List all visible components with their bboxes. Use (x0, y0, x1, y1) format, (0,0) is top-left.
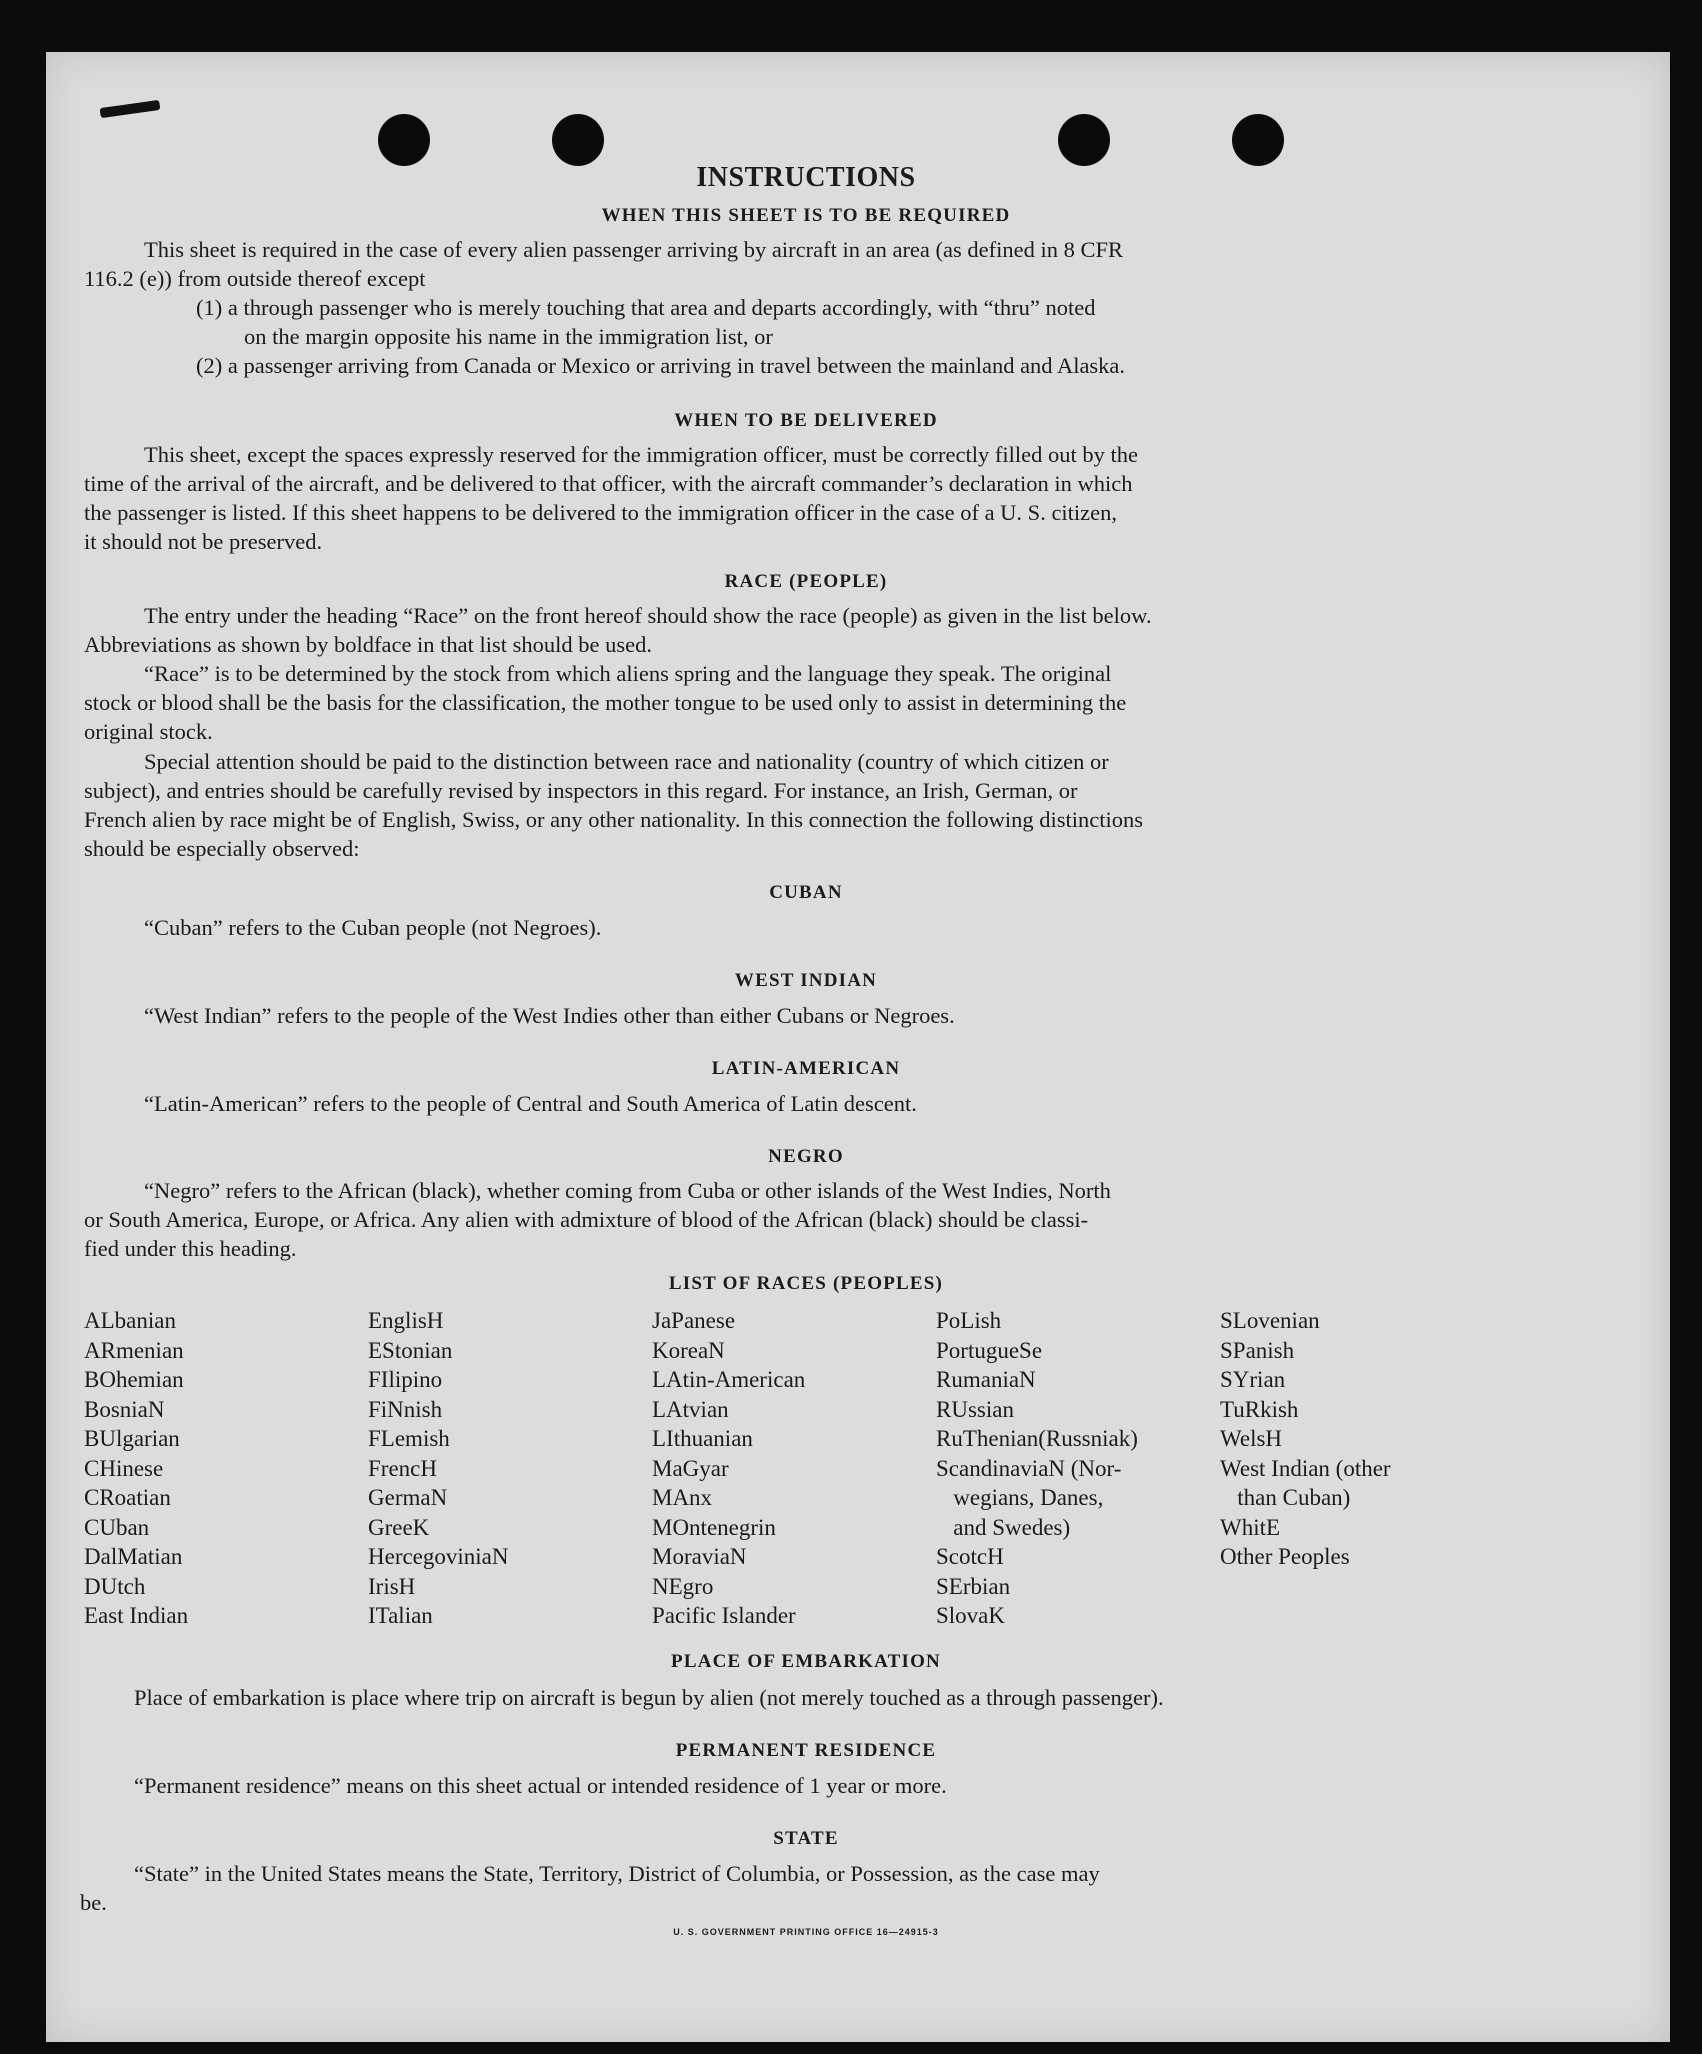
race-entry: DalMatian (84, 1544, 183, 1569)
race-entry: ITalian (368, 1603, 433, 1628)
section-heading-state: STATE (773, 1828, 839, 1849)
punch-hole (378, 114, 430, 166)
state-paragraph: “State” in the United States means the State, Territory, District of Columbia, or Possession, as the case may be. (80, 1861, 1100, 1915)
race-entry: JaPanese (652, 1308, 736, 1333)
race-entry: GreeK (368, 1514, 430, 1540)
cuban-text: “Cuban” refers to the Cuban people (not Negroes). (144, 915, 602, 940)
latin-american-text: “Latin-American” refers to the people of Central and South America of Latin descent. (144, 1091, 917, 1116)
race-entry: KoreaN (652, 1337, 725, 1363)
document-sheet (46, 52, 1670, 2042)
races-column-4 (936, 1306, 1138, 1631)
race-entry: GermaN (368, 1485, 448, 1510)
race-entry: ScandinaviaN (Nor- (936, 1455, 1122, 1481)
race-entry: wegians, Danes, (936, 1485, 1104, 1510)
section-heading-residence: PERMANENT RESIDENCE (675, 1740, 937, 1761)
section-heading-cuban: CUBAN (769, 882, 843, 903)
race-entry: Pacific Islander (652, 1603, 796, 1628)
race-entry: ARmenian (84, 1337, 184, 1363)
race-entry: LAtin-American (652, 1367, 806, 1392)
race-entry: BUlgarian (84, 1426, 180, 1451)
race-entry: CUban (84, 1514, 150, 1540)
race-entry: BOhemian (84, 1367, 184, 1392)
section-heading-latin-american: LATIN-AMERICAN (711, 1058, 901, 1079)
race-entry: PoLish (936, 1308, 1002, 1333)
race-entry: LAtvian (652, 1396, 729, 1422)
race-entry: than Cuban) (1220, 1485, 1351, 1510)
race-entry: EnglisH (368, 1308, 444, 1333)
race-entry: SlovaK (936, 1603, 1005, 1628)
west-indian-text: “West Indian” refers to the people of the West Indies other than either Cubans or Negroes. (144, 1003, 955, 1028)
race-entry: SLovenian (1220, 1308, 1320, 1333)
race-entry: ScotcH (936, 1544, 1004, 1569)
negro-paragraph: “Negro” refers to the African (black), whether coming from Cuba or other islands of the West Indies, North or South America, Europe, or Africa. Any alien with admixture of blood of the African (black) should be classi- fied under this heading. (84, 1178, 1111, 1261)
race-entry: MaGyar (652, 1455, 729, 1481)
races-column-5 (1220, 1306, 1391, 1572)
section-heading-delivered: WHEN TO BE DELIVERED (674, 410, 938, 431)
required-intro: This sheet is required in the case of every alien passenger arriving by aircraft in an area (as defined in 8 CFR 116.2 (e)) from outside thereof except (84, 237, 1124, 291)
race-entry: RuThenian(Russniak) (936, 1426, 1138, 1451)
race-entry: SYrian (1220, 1367, 1286, 1392)
race-entry: HercegoviniaN (368, 1544, 509, 1569)
punch-hole (552, 114, 604, 166)
race-entry: DUtch (84, 1573, 146, 1599)
race-entry: MAnx (652, 1485, 713, 1510)
race-paragraph-2: “Race” is to be determined by the stock from which aliens spring and the language they speak. The original stock or blood shall be the basis for the classification, the mother tongue to be used only to assist in determining the original stock. (84, 661, 1127, 744)
race-entry: East Indian (84, 1603, 189, 1628)
section-heading-required: WHEN THIS SHEET IS TO BE REQUIRED (601, 205, 1011, 226)
race-entry: ALbanian (84, 1308, 176, 1333)
race-entry: FLemish (368, 1426, 450, 1451)
race-entry: MoraviaN (652, 1544, 747, 1569)
race-entry: WelsH (1220, 1426, 1283, 1451)
required-item-1: (1) a through passenger who is merely touching that area and departs accordingly, with “thru” noted on the margin opposite his name in the immigration list, or (196, 295, 1096, 349)
ink-smudge (100, 100, 161, 118)
section-heading-race: RACE (PEOPLE) (724, 571, 888, 592)
race-entry: WhitE (1220, 1514, 1281, 1540)
section-heading-negro: NEGRO (768, 1146, 844, 1167)
race-entry: and Swedes) (936, 1514, 1071, 1540)
punch-hole (1232, 114, 1284, 166)
race-entry: BosniaN (84, 1396, 165, 1422)
race-entry: IrisH (368, 1573, 416, 1599)
section-heading-west-indian: WEST INDIAN (734, 970, 878, 991)
race-entry: NEgro (652, 1573, 714, 1599)
race-entry: PortugueSe (936, 1337, 1043, 1363)
race-entry: RumaniaN (936, 1367, 1036, 1392)
race-entry: SErbian (936, 1573, 1011, 1599)
races-column-3 (652, 1306, 805, 1631)
race-entry: CRoatian (84, 1485, 171, 1510)
race-paragraph-1: The entry under the heading “Race” on the front hereof should show the race (people) as given in the list below. Abbreviations as shown by boldface in that list should be used. (84, 603, 1152, 657)
section-heading-list-of-races: LIST OF RACES (PEOPLES) (668, 1273, 944, 1294)
race-entry: LIthuanian (652, 1426, 753, 1451)
race-entry: FiNnish (368, 1396, 443, 1422)
race-entry: MOntenegrin (652, 1514, 776, 1540)
race-paragraph-3: Special attention should be paid to the distinction between race and nationality (country of which citizen or subject), and entries should be carefully revised by inspectors in this regard. For instance, an Irish, German, or French alien by race might be of English, Swiss, or any other nationality. In this connection the following distinctions should be especially observed: (84, 749, 1143, 861)
race-entry: EStonian (368, 1337, 453, 1363)
punch-hole (1058, 114, 1110, 166)
race-entry: TuRkish (1220, 1396, 1299, 1422)
race-entry: FIlipino (368, 1367, 443, 1392)
races-column-1 (84, 1306, 188, 1631)
race-entry: West Indian (other (1220, 1455, 1391, 1481)
page-title: INSTRUCTIONS (696, 162, 916, 193)
races-column-2 (368, 1306, 509, 1631)
race-entry: FrencH (368, 1455, 437, 1481)
race-entry: Other Peoples (1220, 1544, 1350, 1569)
delivered-paragraph: This sheet, except the spaces expressly reserved for the immigration officer, must be correctly filled out by the time of the arrival of the aircraft, and be delivered to that officer, with the aircraft commander’s declaration in which the passenger is listed. If this sheet happens to be delivered to the immigration officer in the case of a U. S. citizen, it should not be preserved. (84, 442, 1138, 554)
race-entry: RUssian (936, 1396, 1014, 1422)
required-item-2: (2) a passenger arriving from Canada or Mexico or arriving in travel between the mainland and Alaska. (196, 353, 1126, 378)
residence-text: “Permanent residence” means on this sheet actual or intended residence of 1 year or more. (134, 1773, 947, 1798)
section-heading-embarkation: PLACE OF EMBARKATION (671, 1651, 941, 1672)
race-entry: CHinese (84, 1455, 164, 1481)
printing-office-footer: U. S. GOVERNMENT PRINTING OFFICE 16—24915-3 (673, 1927, 939, 1937)
embarkation-text: Place of embarkation is place where trip on aircraft is begun by alien (not merely touched as a through passenger). (134, 1685, 1164, 1710)
race-entry: SPanish (1220, 1337, 1295, 1363)
